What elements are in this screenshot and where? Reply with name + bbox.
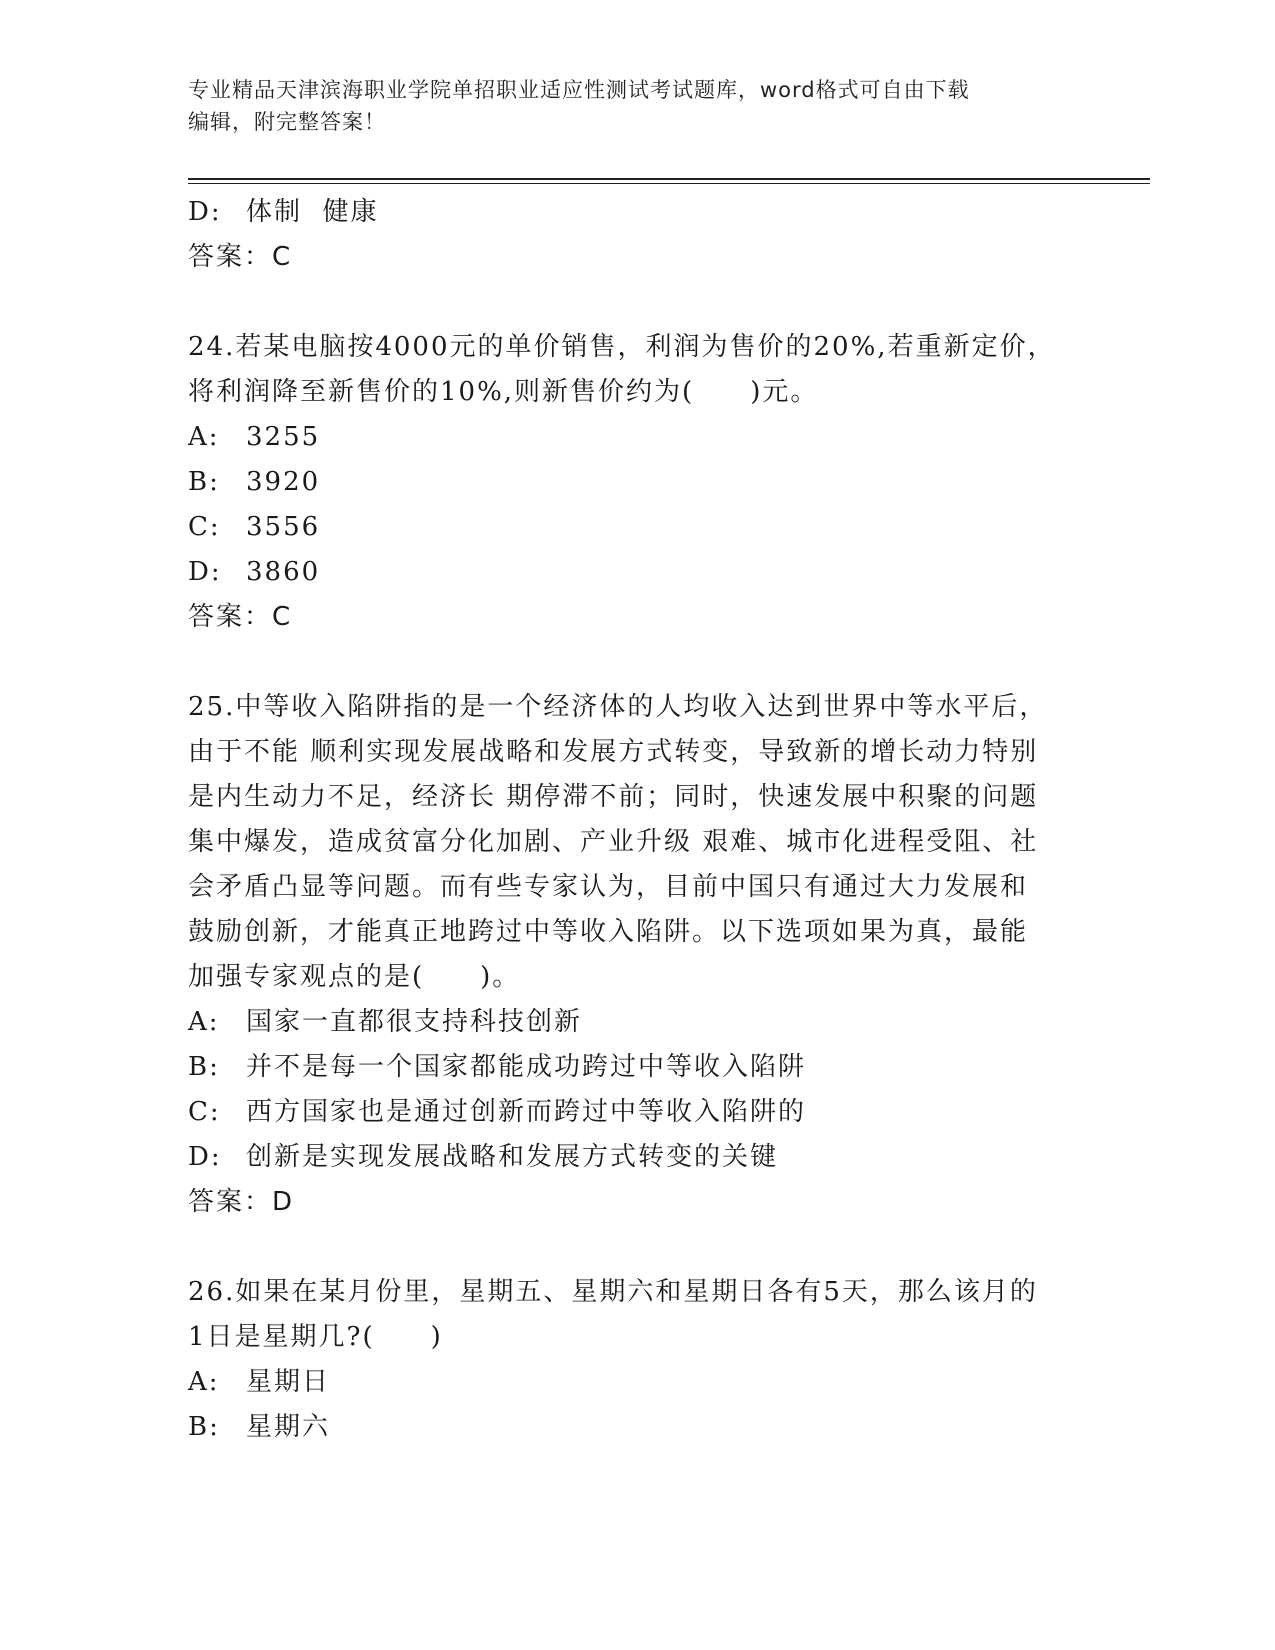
q24-stem-line-1: 24.若某电脑按4000元的单价销售，利润为售价的20%,若重新定价， [188,332,1056,362]
q25-stem-line-3: 是内生动力不足，经济长 期停滞不前；同时，快速发展中积聚的问题 [188,782,1039,812]
option-text: 3255 [246,422,321,452]
spacer [188,280,1088,325]
page-header [188,74,1068,138]
q25-stem-line-6: 鼓励创新，才能真正地跨过中等收入陷阱。以下选项如果为真，最能 [188,917,1029,947]
q24-stem-line-2: 将利润降至新售价的10%,则新售价约为( )元。 [188,377,819,407]
option-label: D: [188,1142,222,1172]
option-label: A: [188,422,220,452]
q25-option-c [188,1090,1088,1135]
q26-stem-line-1: 26.如果在某月份里，星期五、星期六和星期日各有5天，那么该月的 [188,1277,1038,1307]
q24-option-c [188,505,1088,550]
option-label: C: [188,1097,221,1127]
option-text: 3920 [246,467,321,497]
q25-option-a [188,1000,1088,1045]
option-text: 体制 健康 [246,197,379,227]
q25-stem-line-2: 由于不能 顺利实现发展战略和发展方式转变，导致新的增长动力特别 [188,737,1039,767]
option-text: 星期六 [246,1412,331,1442]
option-text: 创新是实现发展战略和发展方式转变的关键 [246,1142,779,1172]
q24-option-a [188,415,1088,460]
prev-answer: 答案：C [188,242,293,272]
option-label: D: [188,197,222,227]
q26-stem-line-2: 1日是星期几?( ) [188,1322,443,1352]
option-label: B: [188,1412,220,1442]
option-label: B: [188,467,220,497]
spacer [188,640,1088,685]
q24-option-b [188,460,1088,505]
option-label: B: [188,1052,220,1082]
header-line-1: 专业精品天津滨海职业学院单招职业适应性测试考试题库，word格式可自由下载 [188,78,970,102]
q25-stem-line-7: 加强专家观点的是( )。 [188,962,521,992]
spacer [188,1225,1088,1270]
option-label: A: [188,1007,220,1037]
option-text: 星期日 [246,1367,331,1397]
header-line-2: 编辑，附完整答案！ [188,110,386,134]
header-divider-thick [188,178,1150,180]
option-label: A: [188,1367,220,1397]
q25-option-d [188,1135,1088,1180]
option-text: 国家一直都很支持科技创新 [246,1007,583,1037]
q26-option-b [188,1405,1088,1450]
option-text: 3556 [246,512,321,542]
option-label: D: [188,557,222,587]
option-text: 并不是每一个国家都能成功跨过中等收入陷阱 [246,1052,807,1082]
q25-stem-line-4: 集中爆发，造成贫富分化加剧、产业升级 艰难、城市化进程受阻、社 [188,827,1039,857]
q24-answer: 答案：C [188,602,293,632]
option-text: 3860 [246,557,321,587]
question-content [188,190,1088,1450]
q25-stem-line-1: 25.中等收入陷阱指的是一个经济体的人均收入达到世界中等水平后， [188,692,1048,722]
q25-stem-line-5: 会矛盾凸显等问题。而有些专家认为，目前中国只有通过大力发展和 [188,872,1029,902]
q24-option-d [188,550,1088,595]
q25-answer: 答案：D [188,1187,295,1217]
q26-option-a [188,1360,1088,1405]
q25-option-b [188,1045,1088,1090]
prev-option-d [188,190,1088,235]
option-label: C: [188,512,221,542]
header-divider-thin [188,183,1150,184]
option-text: 西方国家也是通过创新而跨过中等收入陷阱的 [246,1097,807,1127]
